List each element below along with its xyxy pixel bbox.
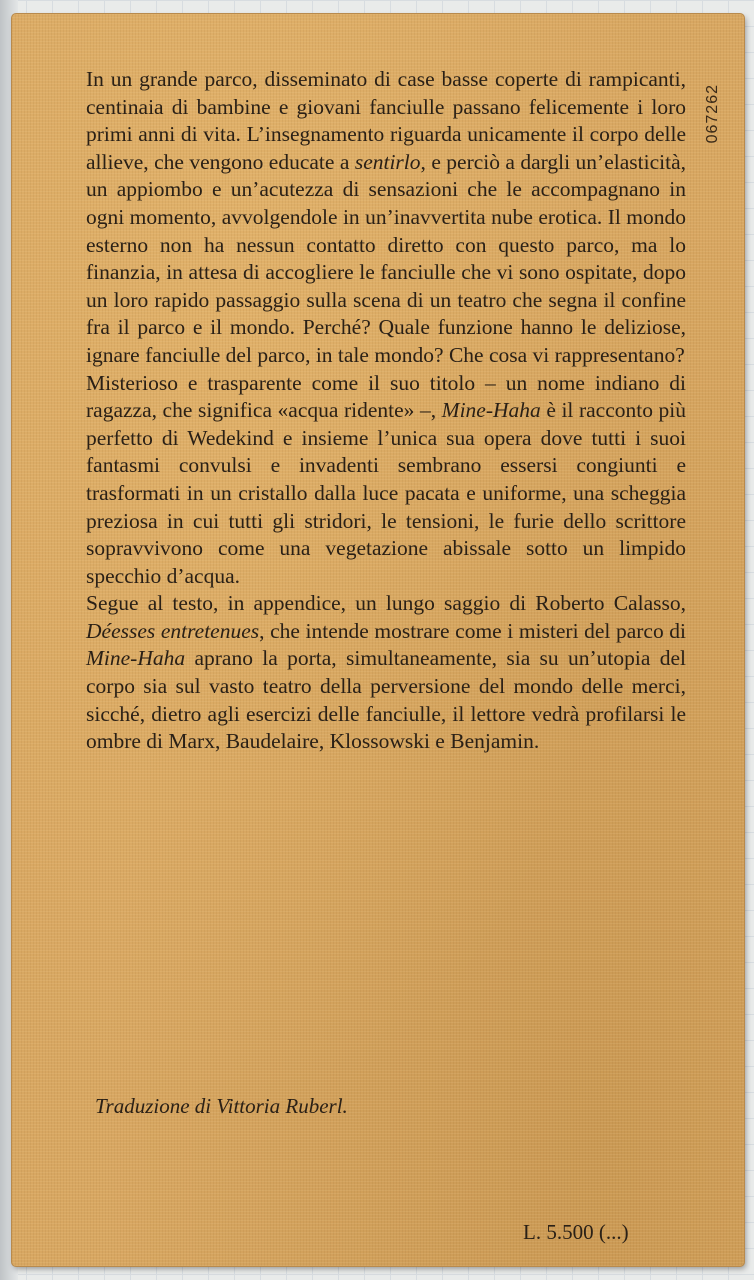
catalog-code: 067262 [704,84,721,144]
p2-text-a: Misterioso e trasparente come il suo titolo – un nome indiano di ragazza, che significa «acqua ridente» –, [86,370,686,423]
p3-text-a: Segue al testo, in appendice, un lungo saggio di Roberto Calasso, [86,591,686,616]
price-label: L. 5.500 (...) [523,1220,629,1244]
p3-italic-1: Déesses entretenues [86,618,260,643]
paragraph-1 [86,66,686,370]
p2-italic: Mine-Haha [441,398,541,423]
blurb-text [86,66,686,756]
p2-text-b: è il racconto più perfetto di Wedekind e insieme l’unica sua opera dove tutti i suoi fantasmi convulsi e invadenti sembrano essersi congiunti e trasformati in un cristallo dalla luce pacata e uniforme, una scheggia preziosa in cui tutti gli stridori, le tensioni, le furie dello scrittore sopravvivono come una vegetazione abissale sotto un limpido specchio d’acqua. [86,398,687,588]
p1-text: In un grande parco, disseminato di case basse coperte di rampicanti, centinaia di bambine e giovani fanciulle passano felicemente i loro primi anni di vita. L’insegnamento riguarda unicamente il corpo delle allieve, che vengono educate a [86,67,686,174]
translation-credit: Traduzione di Vittoria Ruberl. [95,1094,348,1118]
p3-text-c: aprano la porta, simultaneamente, sia su un’utopia del corpo sia sul vasto teatro della perversione del mondo delle merci, sicché, dietro agli esercizi delle fanciulle, il lettore vedrà profilarsi le ombre di Marx, Baudelaire, Klossowski e Benjamin. [86,646,686,754]
p1-text-rest: , e perciò a dargli un’elasticità, un appiombo e un’acutezza di sensazioni che le accompagnano in ogni momento, avvolgendole in un’inavvertita nube erotica. Il mondo esterno non ha nessun contatto diretto con questo parco, ma lo finanzia, in attesa di accogliere le fanciulle che vi sono ospitate, dopo un loro rapido passaggio sulla scena di un teatro che segna il confine fra il parco e il mondo. Perché? Quale funzione hanno le deliziose, ignare fanciulle del parco, in tale mondo? Che cosa vi rappresentano? [86,149,686,367]
paragraph-3 [86,590,686,756]
paragraph-2 [86,370,686,591]
p3-text-b: , che intende mostrare come i misteri del parco di [259,618,686,643]
p1-italic: sentirlo [354,149,421,174]
p3-italic-2: Mine-Haha [86,646,186,671]
